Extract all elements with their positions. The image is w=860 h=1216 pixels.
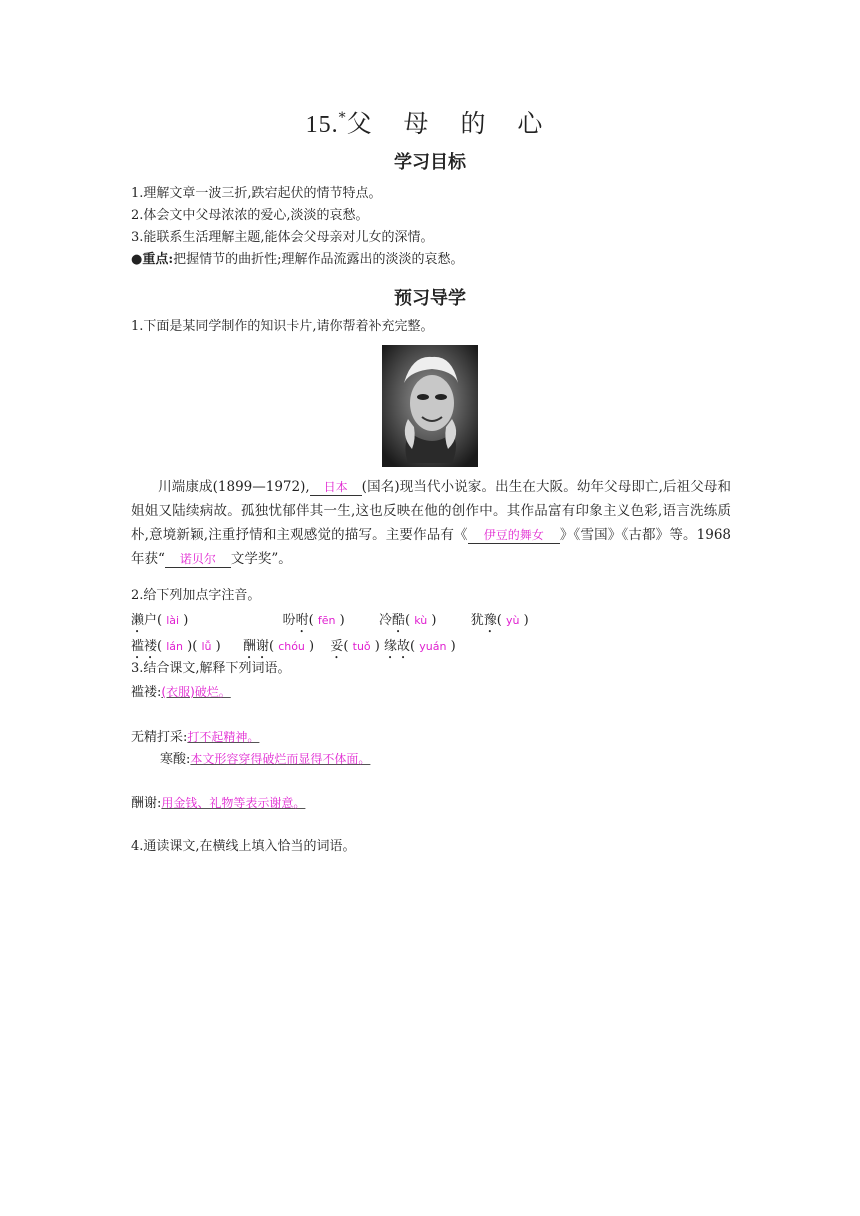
pinyin-row-1 xyxy=(131,610,529,636)
question-4: 4.通读课文,在横线上填入恰当的词语。 xyxy=(131,839,356,854)
definition-item xyxy=(131,681,231,704)
pinyin-item: 犹豫( yù ) xyxy=(470,613,529,628)
definition-term: 褴褛: xyxy=(131,685,162,700)
pinyin-answer: lài xyxy=(166,614,180,627)
card-text-4: 文学奖”。 xyxy=(230,551,292,567)
definition-answer: 用金钱、礼物等表示谢意。 xyxy=(161,796,306,810)
question-3: 3.结合课文,解释下列词语。 xyxy=(131,661,291,676)
key-point-label: ●重点: xyxy=(131,252,174,267)
preview-heading: 预习导学 xyxy=(394,288,466,309)
country-answer: 日本 xyxy=(323,480,348,494)
definition-answer: (衣服)破烂。 xyxy=(161,685,231,699)
work-blank xyxy=(468,527,560,544)
lesson-number: 15. xyxy=(305,112,339,138)
pinyin-word: 褴褛 xyxy=(131,639,158,654)
pinyin-answer: lán xyxy=(166,640,184,653)
prize-answer: 诺贝尔 xyxy=(179,552,216,566)
pinyin-answer: yuán xyxy=(419,640,447,653)
definition-answer: 打不起精神。 xyxy=(187,730,260,744)
pinyin-answer: lǚ xyxy=(201,640,212,653)
objectives-heading: 学习目标 xyxy=(394,152,466,173)
lesson-title xyxy=(0,104,860,140)
portrait-image xyxy=(382,345,478,467)
card-text-2: (国名)现当代小说家。出生在大阪。幼年父母即亡,后祖父母和姐姐又陆续病故。孤独忧郁伴其一生,这也反映在他的创作中。其作品富有印象主义色彩,语言洗练质朴,意境新颖,注重抒情和主观感觉的描写。主要作品有《 xyxy=(131,479,731,543)
definition-term: 酬谢: xyxy=(131,796,162,811)
pinyin-word: 缘故 xyxy=(384,639,411,654)
pinyin-answer: kù xyxy=(414,614,428,627)
key-point-text: 把握情节的曲折性;理解作品流露出的淡淡的哀愁。 xyxy=(173,252,464,267)
pinyin-item: 濑户( lài ) xyxy=(131,613,189,628)
pinyin-answer: chóu xyxy=(278,640,305,653)
key-point xyxy=(131,249,464,271)
lesson-title-text: 父 母 的 心 xyxy=(346,109,555,138)
definition-term: 寒酸: xyxy=(160,752,191,767)
author-portrait xyxy=(382,345,478,467)
question-1: 1.下面是某同学制作的知识卡片,请你帮着补充完整。 xyxy=(131,319,434,334)
country-blank xyxy=(310,479,362,496)
pinyin-answer: tuǒ xyxy=(352,640,371,653)
pinyin-item: 冷酷( kù ) xyxy=(378,613,437,628)
objective-item: 1.理解文章一波三折,跌宕起伏的情节特点。 xyxy=(131,186,382,201)
objective-item: 3.能联系生活理解主题,能体会父母亲对儿女的深情。 xyxy=(131,230,434,245)
card-text-3: 》《雪国》《古都》等。1968 年获“ xyxy=(131,527,732,567)
card-text-1: 川端康成(1899—1972), xyxy=(158,479,310,495)
pinyin-answer: yù xyxy=(506,614,520,627)
prize-blank xyxy=(165,551,231,568)
work-answer: 伊豆的舞女 xyxy=(483,528,544,542)
pinyin-answer: fēn xyxy=(317,614,336,627)
objective-item: 2.体会文中父母浓浓的爱心,淡淡的哀愁。 xyxy=(131,208,369,223)
pinyin-row-2: 褴褛( lán )( lǚ ) 酬谢( chóu ) 妥( tuǒ ) 缘故( yuán ) xyxy=(131,639,456,654)
definition-term: 无精打采: xyxy=(131,730,188,745)
knowledge-card xyxy=(131,475,731,571)
definition-item xyxy=(131,792,305,815)
pinyin-item: 吩咐( fēn ) xyxy=(282,613,345,628)
definition-answer: 本文形容穿得破烂而显得不体面。 xyxy=(190,752,371,766)
definition-item xyxy=(160,748,370,771)
pinyin-word: 妥 xyxy=(330,639,344,654)
definition-item xyxy=(131,726,259,749)
question-2: 2.给下列加点字注音。 xyxy=(131,588,261,603)
pinyin-word: 酬谢 xyxy=(242,639,269,654)
optional-star: * xyxy=(338,110,347,126)
